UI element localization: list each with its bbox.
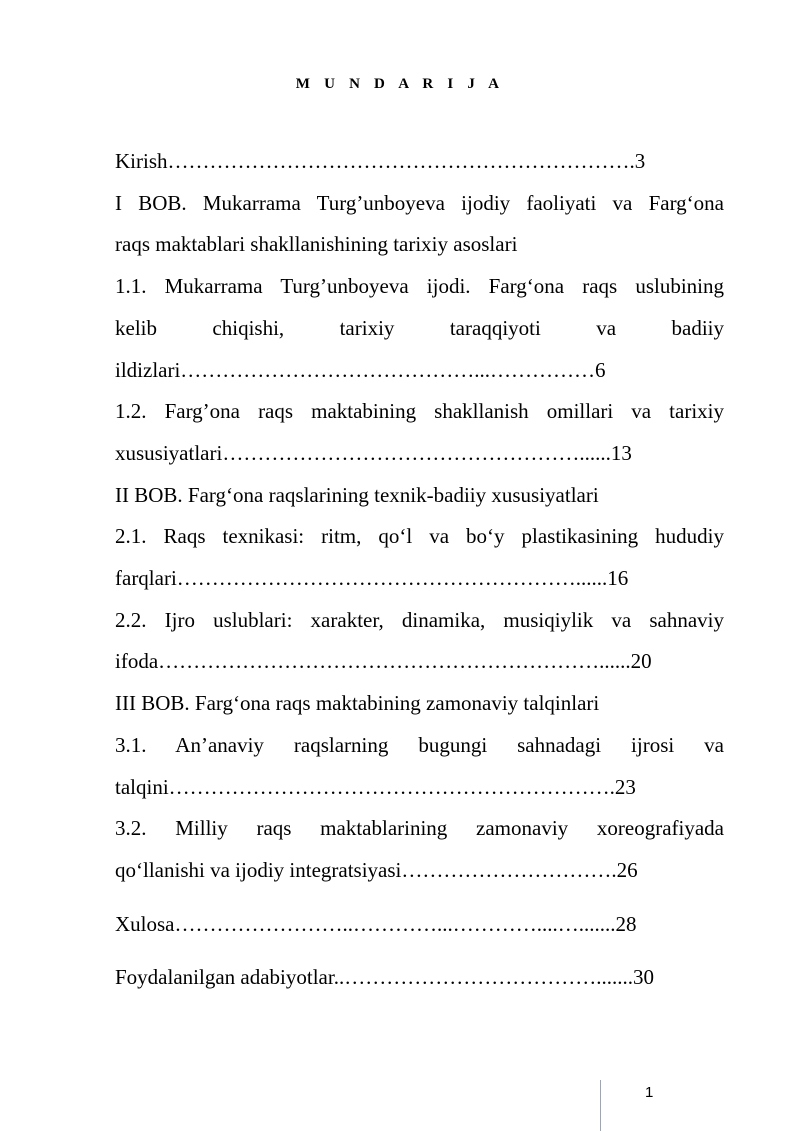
- toc-chapter-2: II BOB. Farg‘ona raqslarining texnik-badiiy xususiyatlari: [115, 482, 599, 507]
- page-number: 1: [645, 1084, 654, 1101]
- toc-section-3-1-line-2: talqini……………………………………………………….23: [115, 774, 636, 799]
- toc-chapter-1-line-2: raqs maktablari shakllanishining tarixiy asoslari: [115, 232, 518, 257]
- toc-entry-xulosa: Xulosa……………………..…………...…………....….......28: [115, 911, 637, 936]
- page-title: M U N D A R I J A: [295, 76, 505, 92]
- toc-section-3-2-line-1: 3.2. Milliy raqs maktablarining zamonaviy xoreografiyada: [115, 816, 724, 841]
- toc-section-2-1-line-2: farqlari…………………………………………………......16: [115, 566, 629, 591]
- toc-section-2-1-line-1: 2.1. Raqs texnikasi: ritm, qo‘l va bo‘y plastikasining hududiy: [115, 524, 724, 549]
- toc-section-1-2-line-1: 1.2. Farg’ona raqs maktabining shakllanish omillari va tarixiy: [115, 399, 724, 424]
- toc-section-3-1-line-1: 3.1. An’anaviy raqslarning bugungi sahnadagi ijrosi va: [115, 732, 724, 757]
- toc-section-2-2-line-2: ifoda………………………………………………………......20: [115, 649, 652, 674]
- toc-chapter-1-line-1: I BOB. Mukarrama Turg’unboyeva ijodiy faoliyati va Farg‘ona: [115, 190, 724, 215]
- toc-section-1-1-line-3: ildizlari……………………………………...……………6: [115, 357, 606, 382]
- table-of-contents: [115, 141, 724, 999]
- toc-section-1-1-line-1: 1.1. Mukarrama Turg’unboyeva ijodi. Farg‘ona raqs uslubining: [115, 274, 724, 299]
- toc-section-1-1-line-2: kelib chiqishi, tarixiy taraqqiyoti va badiiy: [115, 315, 724, 340]
- page-footer-divider: [600, 1080, 601, 1131]
- toc-entry-adabiyotlar: Foydalanilgan adabiyotlar..……………………………….......30: [115, 965, 654, 990]
- toc-section-2-2-line-1: 2.2. Ijro uslublari: xarakter, dinamika, musiqiylik va sahnaviy: [115, 607, 724, 632]
- toc-entry-kirish: Kirish………………………………………………………….3: [115, 149, 646, 173]
- toc-section-3-2-line-2: qo‘llanishi va ijodiy integratsiyasi………………………….26: [115, 857, 638, 882]
- toc-chapter-3: III BOB. Farg‘ona raqs maktabining zamonaviy talqinlari: [115, 691, 600, 716]
- toc-section-1-2-line-2: xususiyatlari……………………………………………......13: [115, 440, 632, 465]
